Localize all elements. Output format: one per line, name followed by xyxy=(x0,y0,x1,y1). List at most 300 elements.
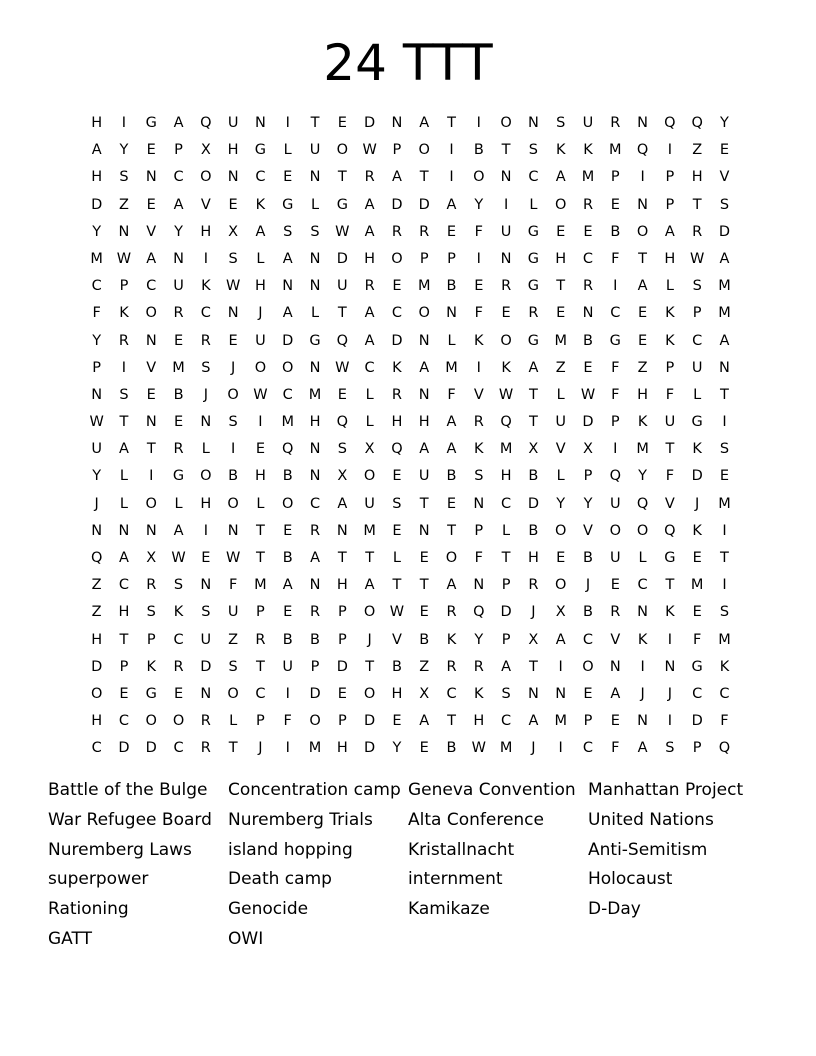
grid-letter: S xyxy=(228,414,238,431)
grid-letter: R xyxy=(528,305,539,322)
grid-letter: F xyxy=(228,577,238,594)
grid-letter: P xyxy=(92,359,102,376)
grid-letter: P xyxy=(256,604,265,621)
grid-letter: P xyxy=(583,468,593,485)
grid-letter: I xyxy=(449,169,454,186)
grid-letter: O xyxy=(145,713,157,730)
grid-letter: N xyxy=(391,115,403,131)
grid-letter: Z xyxy=(555,359,566,376)
word-list-item: Holocaust xyxy=(588,869,673,890)
grid-letter: R xyxy=(501,278,512,295)
grid-letter: V xyxy=(610,631,621,648)
grid-letter: D xyxy=(364,740,376,757)
grid-letter: W xyxy=(116,250,132,267)
grid-letter: K xyxy=(692,441,702,458)
grid-letter: Q xyxy=(664,522,676,539)
grid-letter: T xyxy=(256,658,265,675)
grid-letter: U xyxy=(609,550,621,566)
grid-letter: N xyxy=(637,604,649,621)
word-list-item: Nuremberg Trials xyxy=(228,809,373,830)
grid-letter: R xyxy=(173,305,184,322)
grid-letter: E xyxy=(501,305,511,322)
grid-letter: N xyxy=(91,386,103,403)
word-list-item: Genocide xyxy=(228,899,309,920)
grid-row xyxy=(83,219,738,246)
grid-row xyxy=(83,735,738,762)
grid-letter: S xyxy=(556,115,566,131)
grid-row xyxy=(83,436,738,463)
grid-letter: H xyxy=(309,414,321,431)
grid-letter: I xyxy=(203,522,208,539)
grid-letter: K xyxy=(555,142,566,159)
grid-letter: O xyxy=(145,495,157,512)
grid-letter: I xyxy=(613,441,618,458)
grid-letter: O xyxy=(418,305,430,322)
grid-letter: B xyxy=(446,740,457,757)
grid-letter: S xyxy=(692,278,702,295)
word-list-item: Rationing xyxy=(48,899,129,920)
grid-letter: H xyxy=(555,250,567,267)
grid-letter: X xyxy=(146,550,157,566)
grid-letter: Q xyxy=(636,495,649,512)
grid-letter: E xyxy=(392,468,402,485)
grid-letter: R xyxy=(200,332,211,349)
grid-letter: G xyxy=(145,685,157,702)
grid-letter: S xyxy=(283,223,293,240)
grid-letter: L xyxy=(256,250,265,267)
grid-letter: U xyxy=(200,631,212,648)
grid-letter: Y xyxy=(92,468,102,485)
grid-letter: C xyxy=(637,577,648,594)
word-list-item: Battle of the Bulge xyxy=(48,780,208,800)
grid-letter: I xyxy=(613,278,618,295)
grid-letter: S xyxy=(474,468,484,485)
grid-letter: W xyxy=(335,223,350,240)
grid-letter: W xyxy=(225,550,241,566)
grid-letter: E xyxy=(556,305,566,322)
grid-letter: R xyxy=(391,386,402,403)
grid-letter: K xyxy=(665,604,675,621)
grid-letter: H xyxy=(527,550,539,566)
grid-letter: Y xyxy=(392,740,402,757)
grid-letter: I xyxy=(476,250,481,267)
grid-letter: P xyxy=(392,142,402,159)
grid-letter: L xyxy=(447,332,456,349)
grid-letter: E xyxy=(146,196,156,213)
grid-letter: H xyxy=(254,278,266,295)
grid-row xyxy=(83,463,738,490)
grid-letter: N xyxy=(446,305,457,322)
grid-letter: O xyxy=(609,522,621,539)
grid-letter: R xyxy=(309,604,321,621)
grid-letter: J xyxy=(230,359,236,376)
grid-letter: F xyxy=(611,740,620,757)
grid-letter: C xyxy=(528,169,539,186)
grid-row xyxy=(83,518,738,545)
grid-letter: U xyxy=(309,142,321,159)
grid-letter: A xyxy=(446,414,457,431)
grid-letter: E xyxy=(255,441,266,458)
word-list-item: OWI xyxy=(228,928,264,949)
grid-letter: M xyxy=(308,386,322,403)
grid-letter: N xyxy=(145,414,157,431)
grid-letter: L xyxy=(310,196,320,213)
grid-letter: C xyxy=(173,169,184,186)
grid-letter: A xyxy=(364,577,375,594)
grid-letter: Y xyxy=(556,495,566,512)
grid-letter: T xyxy=(337,305,347,322)
grid-letter: F xyxy=(474,223,483,240)
word-list-item: superpower xyxy=(48,869,149,890)
grid-letter: R xyxy=(446,658,457,675)
grid-letter: X xyxy=(583,441,593,458)
grid-letter: C xyxy=(501,713,512,730)
grid-letter: B xyxy=(583,332,593,349)
grid-letter: M xyxy=(609,142,622,159)
grid-letter: C xyxy=(501,495,512,512)
grid-letter: T xyxy=(528,658,538,675)
grid-letter: C xyxy=(446,685,457,702)
grid-letter: W xyxy=(171,550,186,566)
grid-letter: U xyxy=(337,278,348,295)
grid-letter: O xyxy=(445,550,458,566)
grid-row xyxy=(83,355,738,382)
grid-letter: P xyxy=(610,414,620,431)
grid-letter: U xyxy=(91,441,102,458)
grid-letter: E xyxy=(337,386,347,403)
grid-letter: M xyxy=(718,495,731,512)
grid-letter: T xyxy=(337,169,347,186)
grid-letter: N xyxy=(473,495,485,512)
grid-letter: R xyxy=(200,740,211,757)
grid-letter: O xyxy=(418,142,430,159)
grid-letter: E xyxy=(583,685,593,702)
grid-letter: S xyxy=(719,196,730,213)
grid-letter: B xyxy=(446,278,457,295)
grid-row xyxy=(83,572,738,599)
grid-letter: Y xyxy=(720,115,729,131)
grid-letter: P xyxy=(665,169,675,186)
grid-letter: T xyxy=(665,577,675,594)
grid-row xyxy=(83,110,738,137)
grid-letter: G xyxy=(527,250,540,267)
grid-letter: Q xyxy=(636,142,649,159)
grid-letter: U xyxy=(664,414,676,431)
grid-letter: S xyxy=(337,441,347,458)
grid-letter: T xyxy=(392,577,402,594)
grid-letter: N xyxy=(473,577,485,594)
grid-letter: N xyxy=(527,685,539,702)
grid-letter: Y xyxy=(583,495,593,512)
grid-letter: H xyxy=(200,495,212,512)
grid-letter: R xyxy=(473,658,484,675)
grid-letter: M xyxy=(499,740,513,757)
grid-letter: N xyxy=(418,386,430,403)
grid-letter: Y xyxy=(92,332,102,349)
grid-letter: B xyxy=(583,604,593,621)
grid-letter: B xyxy=(419,631,430,648)
grid-letter: E xyxy=(474,278,484,295)
grid-letter: S xyxy=(392,495,402,512)
grid-letter: I xyxy=(285,685,290,702)
grid-letter: I xyxy=(722,522,727,539)
grid-letter: I xyxy=(121,359,127,376)
grid-letter: Y xyxy=(119,142,129,159)
grid-letter: E xyxy=(228,332,238,349)
grid-letter: N xyxy=(500,169,512,186)
grid-letter: T xyxy=(419,169,429,186)
grid-letter: U xyxy=(418,468,430,485)
grid-letter: M xyxy=(281,414,294,431)
grid-letter: P xyxy=(174,142,183,159)
grid-letter: N xyxy=(309,441,321,458)
grid-letter: O xyxy=(391,250,403,267)
grid-letter: K xyxy=(392,359,402,376)
grid-letter: L xyxy=(556,468,565,485)
grid-letter: G xyxy=(336,196,348,213)
word-list-item: Anti-Semitism xyxy=(588,839,708,860)
grid-letter: S xyxy=(228,658,238,675)
word-list-item: GATT xyxy=(48,928,92,949)
grid-letter: T xyxy=(528,414,538,431)
grid-letter: I xyxy=(121,115,127,131)
grid-letter: N xyxy=(527,115,539,131)
grid-letter: D xyxy=(691,468,703,485)
grid-letter: N xyxy=(309,250,321,267)
grid-letter: N xyxy=(582,305,594,322)
grid-letter: T xyxy=(119,414,129,431)
grid-letter: H xyxy=(418,414,430,431)
grid-letter: V xyxy=(583,522,593,539)
grid-letter: A xyxy=(173,196,184,213)
grid-letter: V xyxy=(146,223,157,240)
grid-letter: E xyxy=(283,522,293,539)
grid-letter: T xyxy=(528,386,538,403)
grid-letter: A xyxy=(118,441,129,458)
grid-letter: W xyxy=(498,386,514,403)
grid-letter: O xyxy=(500,332,512,349)
grid-letter: R xyxy=(610,115,621,131)
grid-letter: M xyxy=(718,278,731,295)
grid-letter: E xyxy=(583,223,593,240)
grid-letter: E xyxy=(201,550,211,566)
grid-letter: N xyxy=(309,169,321,186)
word-list-item: Death camp xyxy=(228,869,332,890)
grid-letter: H xyxy=(691,169,703,186)
grid-letter: M xyxy=(254,577,267,594)
grid-letter: E xyxy=(719,142,730,159)
grid-letter: H xyxy=(91,169,103,186)
grid-letter: U xyxy=(555,414,566,431)
grid-letter: O xyxy=(582,658,594,675)
grid-letter: K xyxy=(665,305,675,322)
grid-letter: A xyxy=(446,196,457,213)
grid-letter: F xyxy=(611,250,620,267)
grid-letter: N xyxy=(200,577,212,594)
grid-letter: P xyxy=(692,740,702,757)
grid-letter: I xyxy=(476,359,481,376)
grid-letter: G xyxy=(691,414,703,431)
word-list xyxy=(48,776,768,955)
grid-letter: C xyxy=(610,305,621,322)
grid-letter: E xyxy=(692,604,702,621)
word-list-item: Manhattan Project xyxy=(588,780,744,800)
grid-letter: H xyxy=(637,386,649,403)
grid-letter: E xyxy=(583,359,593,376)
grid-letter: N xyxy=(227,522,239,539)
grid-letter: I xyxy=(640,169,645,186)
grid-letter: A xyxy=(528,359,539,376)
grid-letter: A xyxy=(310,550,320,566)
grid-letter: V xyxy=(664,495,675,512)
grid-letter: X xyxy=(528,441,539,458)
grid-letter: V xyxy=(555,441,566,458)
grid-letter: J xyxy=(258,740,263,757)
grid-letter: T xyxy=(501,550,511,566)
grid-letter: P xyxy=(337,604,347,621)
grid-letter: N xyxy=(555,685,567,702)
grid-letter: A xyxy=(146,250,157,267)
grid-letter: E xyxy=(446,495,457,512)
grid-letter: Z xyxy=(91,577,102,594)
grid-letter: L xyxy=(365,386,374,403)
grid-letter: Q xyxy=(282,441,294,458)
grid-letter: Q xyxy=(90,550,103,566)
grid-letter: K xyxy=(146,658,156,675)
grid-letter: D xyxy=(309,685,321,702)
grid-letter: W xyxy=(580,386,596,403)
grid-letter: H xyxy=(91,115,103,131)
grid-letter: R xyxy=(692,223,703,240)
grid-letter: L xyxy=(365,414,374,431)
grid-letter: S xyxy=(146,604,156,621)
grid-letter: H xyxy=(473,713,485,730)
grid-letter: U xyxy=(691,359,703,376)
grid-letter: T xyxy=(365,658,375,675)
grid-letter: U xyxy=(364,495,375,512)
grid-letter: Q xyxy=(473,604,485,621)
grid-letter: K xyxy=(692,522,702,539)
grid-letter: E xyxy=(556,223,566,240)
grid-row xyxy=(83,137,738,164)
grid-letter: E xyxy=(283,169,293,186)
grid-letter: R xyxy=(173,441,184,458)
grid-letter: O xyxy=(282,495,294,512)
grid-letter: A xyxy=(446,441,457,458)
grid-letter: A xyxy=(173,115,184,131)
grid-letter: I xyxy=(258,414,263,431)
grid-letter: O xyxy=(336,142,349,159)
grid-letter: L xyxy=(283,142,292,159)
grid-letter: W xyxy=(253,386,268,403)
grid-letter: G xyxy=(145,115,157,131)
grid-letter: L xyxy=(638,550,647,566)
grid-letter: B xyxy=(446,468,457,485)
grid-letter: O xyxy=(363,604,376,621)
grid-letter: M xyxy=(308,740,322,757)
grid-letter: A xyxy=(282,577,293,594)
grid-letter: Z xyxy=(228,631,239,648)
grid-letter: H xyxy=(364,250,376,267)
grid-letter: C xyxy=(255,169,266,186)
grid-letter: Y xyxy=(474,631,484,648)
grid-letter: O xyxy=(200,169,212,186)
grid-letter: A xyxy=(419,441,430,458)
grid-letter: Q xyxy=(664,115,676,131)
grid-letter: P xyxy=(119,278,129,295)
grid-letter: N xyxy=(309,468,321,485)
grid-letter: S xyxy=(119,169,129,186)
grid-letter: N xyxy=(255,115,266,131)
grid-letter: F xyxy=(665,468,675,485)
grid-letter: I xyxy=(449,142,454,159)
grid-letter: T xyxy=(419,577,429,594)
grid-row xyxy=(83,300,738,327)
grid-letter: Q xyxy=(336,332,349,349)
grid-letter: K xyxy=(474,441,484,458)
grid-letter: H xyxy=(336,577,348,594)
grid-letter: Q xyxy=(200,115,212,131)
grid-letter: P xyxy=(501,631,511,648)
grid-letter: L xyxy=(665,278,674,295)
grid-letter: N xyxy=(418,522,430,539)
grid-letter: B xyxy=(282,631,293,648)
grid-letter: U xyxy=(227,115,239,131)
grid-letter: N xyxy=(500,250,512,267)
grid-letter: H xyxy=(336,740,348,757)
grid-letter: H xyxy=(118,604,130,621)
grid-letter: G xyxy=(309,332,321,349)
grid-letter: C xyxy=(391,305,402,322)
grid-letter: N xyxy=(145,522,157,539)
grid-letter: M xyxy=(90,250,103,267)
grid-letter: C xyxy=(173,740,184,757)
grid-letter: D xyxy=(200,658,212,675)
grid-letter: K xyxy=(119,305,129,322)
grid-letter: L xyxy=(256,495,265,512)
grid-letter: L xyxy=(174,495,183,512)
grid-letter: V xyxy=(719,169,730,186)
grid-letter: P xyxy=(610,169,620,186)
grid-letter: L xyxy=(119,495,128,512)
grid-letter: R xyxy=(582,278,594,295)
grid-letter: N xyxy=(227,169,239,186)
grid-letter: G xyxy=(172,468,185,485)
grid-letter: B xyxy=(528,468,539,485)
grid-letter: O xyxy=(145,305,157,322)
grid-letter: E xyxy=(446,223,457,240)
grid-letter: C xyxy=(719,685,730,702)
grid-letter: T xyxy=(256,550,265,566)
grid-letter: K xyxy=(474,332,484,349)
grid-letter: T xyxy=(720,550,729,566)
word-list-item: island hopping xyxy=(228,839,353,860)
grid-letter: R xyxy=(391,223,402,240)
grid-letter: O xyxy=(500,115,512,131)
grid-letter: T xyxy=(447,115,456,131)
grid-letter: U xyxy=(582,115,594,131)
grid-row xyxy=(83,545,738,572)
grid-letter: R xyxy=(309,522,321,539)
grid-letter: B xyxy=(610,223,621,240)
grid-letter: X xyxy=(364,441,375,458)
grid-letter: E xyxy=(638,305,648,322)
grid-letter: O xyxy=(554,577,567,594)
grid-letter: Z xyxy=(419,658,430,675)
grid-letter: O xyxy=(554,522,567,539)
grid-letter: J xyxy=(531,740,536,757)
grid-letter: R xyxy=(173,658,184,675)
